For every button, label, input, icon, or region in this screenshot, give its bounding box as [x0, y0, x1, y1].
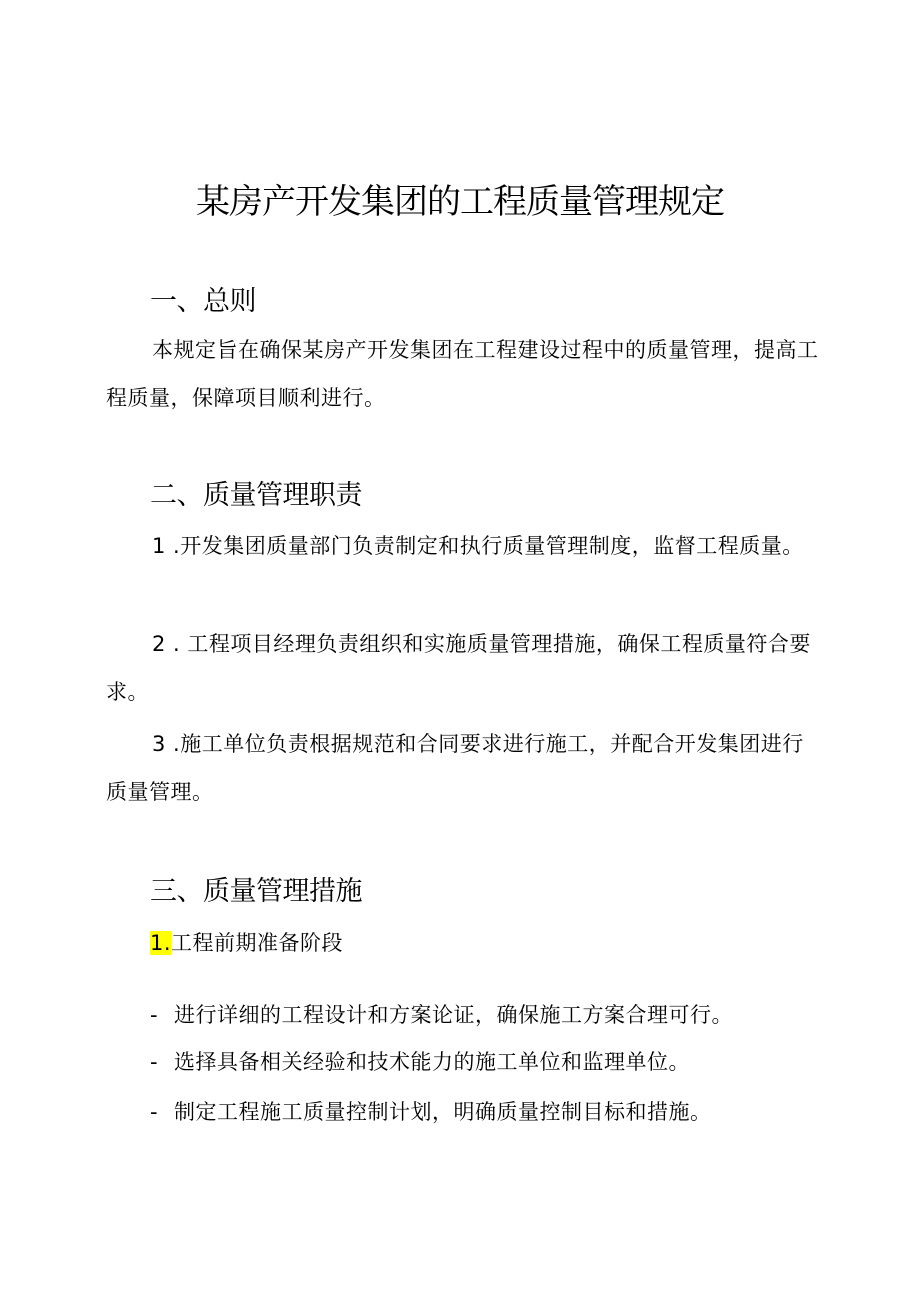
document-title: 某房产开发集团的工程质量管理规定 — [196, 182, 724, 222]
measure-bullet-3 — [150, 1097, 712, 1127]
subheading-number-highlight: 1. — [150, 931, 172, 955]
bullet-dash: - — [150, 1050, 159, 1074]
section-paragraph-general: 本规定旨在确保某房产开发集团在工程建设过程中的质量管理，提高工程质量，保障项目顺利进行。 — [106, 338, 819, 410]
measure-bullet-1 — [150, 1000, 733, 1030]
bullet-text: 进行详细的工程设计和方案论证，确保施工方案合理可行。 — [174, 1003, 733, 1027]
bullet-text: 制定工程施工质量控制计划，明确质量控制目标和措施。 — [174, 1100, 712, 1124]
responsibility-item-2: 2 . 工程项目经理负责组织和实施质量管理措施，确保工程质量符合要求。 — [106, 632, 811, 704]
section-heading-general: 一、总则 — [150, 286, 256, 317]
measures-subheading — [150, 928, 343, 958]
responsibility-item-1: 1 .开发集团质量部门负责制定和执行质量管理制度，监督工程质量。 — [152, 534, 804, 558]
bullet-dash: - — [150, 1100, 159, 1124]
section-heading-responsibilities: 二、质量管理职责 — [150, 480, 362, 511]
measure-bullet-2 — [150, 1047, 690, 1077]
responsibility-item-3: 3 .施工单位负责根据规范和合同要求进行施工，并配合开发集团进行质量管理。 — [106, 732, 804, 804]
bullet-dash: - — [150, 1003, 159, 1027]
bullet-text: 选择具备相关经验和技术能力的施工单位和监理单位。 — [174, 1050, 690, 1074]
subheading-text: 工程前期准备阶段 — [171, 931, 344, 955]
section-heading-measures: 三、质量管理措施 — [150, 876, 362, 907]
